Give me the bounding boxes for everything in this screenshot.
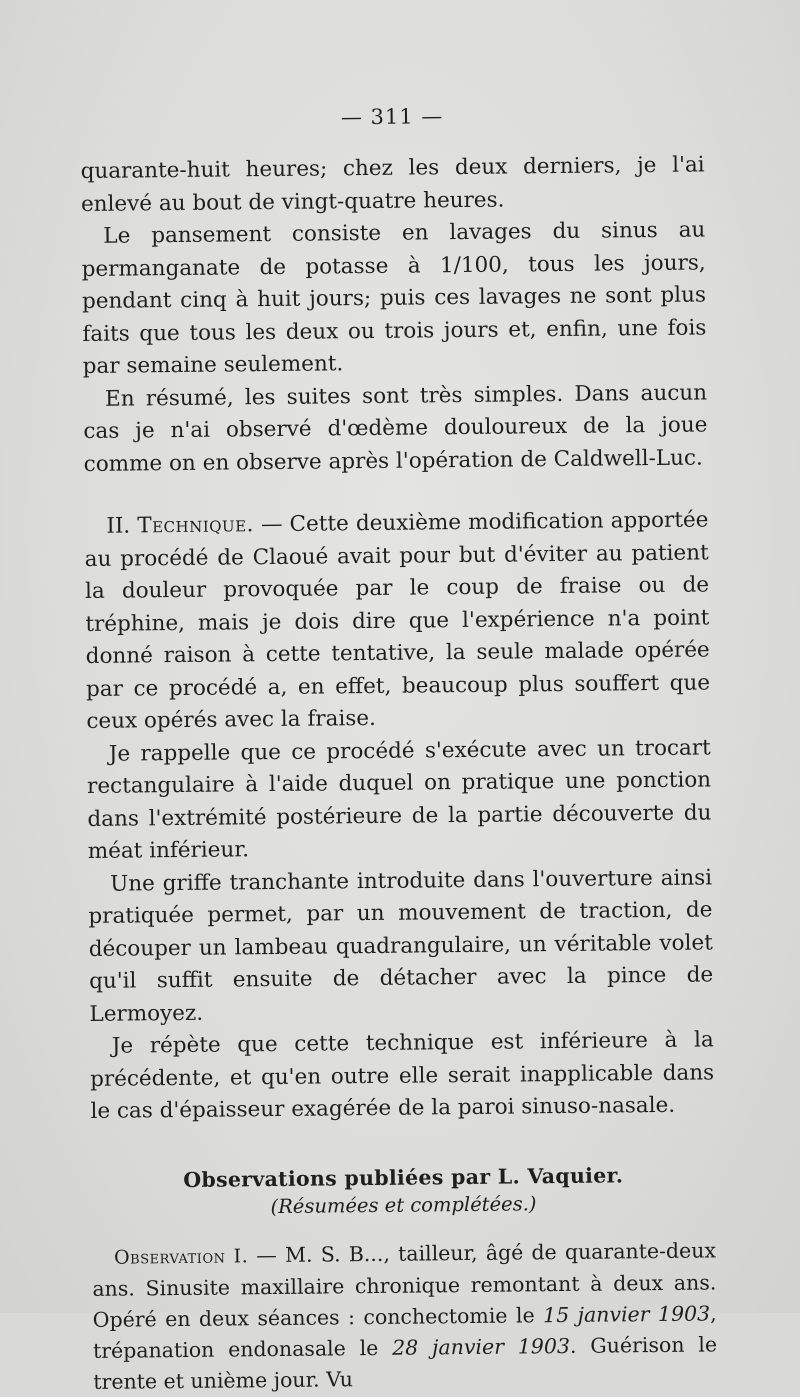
observation-label: Observation I.: [113, 1244, 249, 1269]
paragraph-6: Une griffe tranchante introduite dans l'ouverture ainsi pratiquée permet, par un mouvement de traction, de découper un lambeau quadrangulaire, un véritable volet qu'il suffit ensuite de détacher avec la pince de Lermoyez.: [88, 864, 714, 1027]
paragraph-7: Je répète que cette technique est inférieure à la précédente, et qu'en outre elle serait inapplicable dans le cas d'épaisseur exagérée de la paroi sinuso-nasale.: [90, 1027, 715, 1124]
paragraph-3: En résumé, les suites sont très simples. Dans aucun cas je n'ai observé d'œdème douloureux de la joue comme on en observe après l'opération de Caldwell-Luc.: [83, 379, 708, 477]
section-title: Observations publiées par L. Vaquier.: [183, 1162, 624, 1192]
paragraph-1: quarante-huit heures; chez les deux derniers, je l'ai enlevé au bout de vingt-quatre heures.: [80, 152, 705, 217]
technique-text: — Cette deuxième modification apportée au procédé de Claoué avait pour but d'éviter au patient la douleur provoquée par le coup de fraise ou de tréphine, mais je dois dire que l'expérience n'a point donné raison à cette tentative, la seule malade opérée par ce procédé a, en effet, beaucoup plus souffert que ceux opérés avec la fraise.: [84, 507, 711, 734]
observation-text-1: — M. S. B..., tailleur, âgé de quarante-deux ans. Sinusite maxillaire chronique remontant à deux ans. Opéré en deux séances : conchectomie le: [92, 1237, 717, 1332]
paragraph-technique: [84, 504, 710, 738]
observation-date-2: 28 janvier 1903: [392, 1333, 571, 1360]
paragraph-5: Je rappelle que ce procédé s'exécute avec un trocart rectangulaire à l'aide duquel on pratique une ponction dans l'extrémité postérieure de la partie découverte du méat inférieur.: [86, 734, 712, 864]
observation-paragraph: [92, 1235, 718, 1397]
section-number: II.: [106, 513, 138, 539]
page-number: — 311 —: [340, 104, 444, 130]
text-column: [80, 101, 717, 1397]
paragraph-2: Le pansement consiste en lavages du sinus au permanganate de potasse à 1/100, tous les jours, pendant cinq à huit jours; puis ces lavages ne sont plus faits que tous les deux ou trois jours et, enfin, une fois par semaine seulement.: [81, 217, 707, 379]
technique-heading: Technique.: [137, 512, 255, 539]
section-subtitle: (Résumées et complétées.): [270, 1191, 537, 1218]
observation-date-1: 15 janvier 1903: [542, 1300, 711, 1327]
observation-text-2: , trépanation endonasale le: [92, 1300, 717, 1363]
observation-text-3: . Guérison le trente et unième jour. Vu: [93, 1331, 718, 1394]
